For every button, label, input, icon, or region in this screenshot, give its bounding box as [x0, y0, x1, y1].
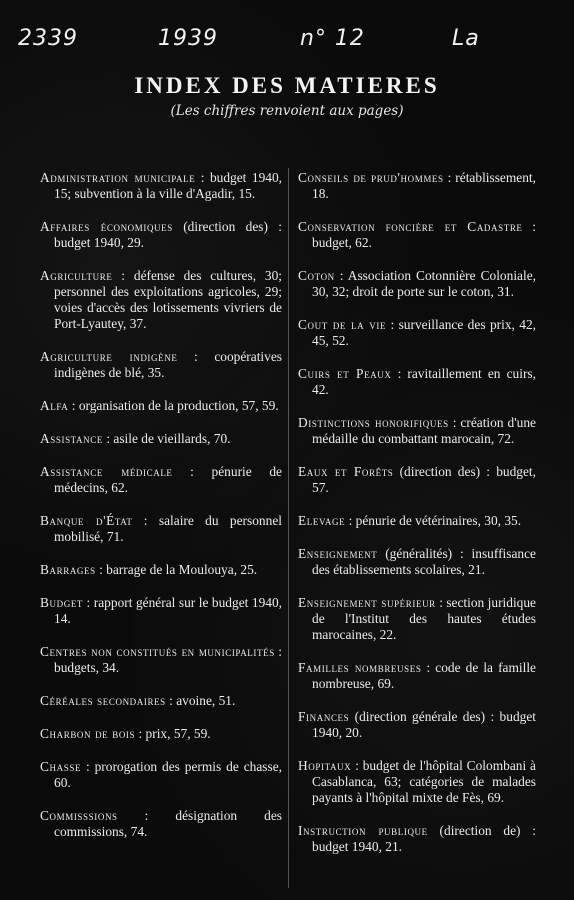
index-entry-heading: Agriculture indigène: [40, 349, 178, 364]
index-entry-heading: Instruction publique: [298, 823, 428, 838]
index-entry-body: : ravitaillement en cuirs, 42.: [312, 366, 536, 397]
index-entry-body: : Association Cotonnière Coloniale, 30, 32; droit de porte sur le coton, 31.: [312, 268, 536, 299]
index-entry: [40, 726, 282, 742]
index-entry: [298, 366, 536, 398]
index-entry-heading: Conseils de prud'hommes: [298, 170, 444, 185]
index-entry-body: : asile de vieillards, 70.: [102, 431, 231, 446]
index-entry: [40, 464, 282, 496]
index-entry: [298, 219, 536, 251]
index-entry-heading: Finances: [298, 709, 350, 724]
index-entry: [40, 759, 282, 791]
index-entry-body: : budget, 62.: [312, 219, 536, 250]
index-entry-body: : section juridique de l'Institut des hautes études marocaines, 22.: [312, 595, 536, 642]
handwritten-note-year: 1939: [158, 26, 218, 51]
index-entry-heading: Administration municipale: [40, 170, 196, 185]
index-entry: [298, 464, 536, 496]
index-entry: [40, 513, 282, 545]
index-entry: [40, 693, 282, 709]
index-entry-body: : coopératives indigènes de blé, 35.: [54, 349, 282, 380]
index-entry-heading: Assistance médicale: [40, 464, 173, 479]
index-entry-heading: Familles nombreuses: [298, 660, 422, 675]
index-entry-heading: Chasse: [40, 759, 82, 774]
index-entry: [298, 170, 536, 202]
index-entry-body: (direction des) : budget, 57.: [312, 464, 536, 495]
index-entry-body: : surveillance des prix, 42, 45, 52.: [312, 317, 537, 348]
index-entry-heading: Centres non constitués en municipalités: [40, 644, 275, 659]
index-entry-body: : organisation de la production, 57, 59.: [68, 398, 279, 413]
index-entry: [40, 349, 282, 381]
index-entry-heading: Charbon de bois: [40, 726, 136, 741]
index-entry: [298, 317, 536, 349]
index-entry-body: (direction générale des) : budget 1940, 20.: [312, 709, 536, 740]
index-entry-body: (direction des) : budget 1940, 29.: [54, 219, 282, 250]
page-title: INDEX DES MATIERES: [134, 73, 440, 98]
index-entry-heading: Coton: [298, 268, 335, 283]
index-entry-heading: Budget: [40, 595, 84, 610]
index-entry-heading: Alfa: [40, 398, 69, 413]
index-entry-body: : budget de l'hôpital Colombani à Casablanca, 63; catégories de malades payants à l'hôpital mixte de Fès, 69.: [312, 758, 536, 805]
index-entry-heading: Distinctions honorifiques: [298, 415, 449, 430]
index-entry-heading: Barrages: [40, 562, 96, 577]
index-entry-heading: Hopitaux: [298, 758, 352, 773]
index-entry-heading: Banque d'État: [40, 513, 133, 528]
index-entry-body: : rapport général sur le budget 1940, 14.: [54, 595, 282, 626]
index-entry-heading: Cout de la vie: [298, 317, 387, 332]
index-entry-body: : pénurie de médecins, 62.: [54, 464, 282, 495]
index-entry-body: : avoine, 51.: [165, 693, 236, 708]
index-entry: [298, 595, 536, 643]
index-entry-body: : budget 1940, 15; subvention à la ville d'Agadir, 15.: [54, 170, 283, 201]
index-entry-body: : code de la famille nombreuse, 69.: [312, 660, 536, 691]
handwritten-note-extra: La: [452, 26, 480, 51]
index-entry-body: : défense des cultures, 30; personnel des exploitations agricoles, 29; voies d'accès des lotissements vivriers de Port-Lyautey, 37.: [54, 268, 282, 331]
index-entry-body: : prix, 57, 59.: [135, 726, 211, 741]
index-entry: [40, 595, 282, 627]
index-entry-body: (généralités) : insuffisance des établissements scolaires, 21.: [312, 546, 536, 577]
handwritten-note-issue: n° 12: [300, 26, 365, 51]
index-entry: [40, 268, 282, 332]
index-entry-heading: Assistance: [40, 431, 103, 446]
index-entry-body: : pénurie de vétérinaires, 30, 35.: [345, 513, 522, 528]
index-entry: [298, 823, 536, 855]
index-entry-body: : création d'une médaille du combattant marocain, 72.: [312, 415, 536, 446]
index-entry-body: : salaire du personnel mobilisé, 71.: [54, 513, 282, 544]
index-entry: [298, 415, 536, 447]
page-subtitle: (Les chiffres renvoient aux pages): [170, 103, 404, 119]
index-entry: [298, 709, 536, 741]
index-entry: [40, 562, 282, 578]
index-entry: [40, 170, 282, 202]
index-entry-heading: Conservation foncière et Cadastre: [298, 219, 523, 234]
index-entry: [298, 268, 536, 300]
index-entry: [40, 644, 282, 676]
index-entry-body: : prorogation des permis de chasse, 60.: [54, 759, 282, 790]
index-entry: [40, 808, 282, 840]
index-entry: [298, 513, 536, 529]
index-entry: [40, 219, 282, 251]
index-entry: [298, 758, 536, 806]
index-entry: [40, 398, 282, 414]
index-entry-body: : rétablissement, 18.: [312, 170, 536, 201]
index-entry: [298, 660, 536, 692]
index-column-left: [40, 170, 282, 857]
index-columns: [0, 170, 574, 890]
index-entry-heading: Affaires économiques: [40, 219, 173, 234]
index-entry-body: (direction de) : budget 1940, 21.: [312, 823, 536, 854]
index-entry-heading: Commisssions: [40, 808, 118, 823]
index-entry-heading: Enseignement supérieur: [298, 595, 436, 610]
index-entry-heading: Enseignement: [298, 546, 378, 561]
handwritten-note-number: 2339: [18, 26, 78, 51]
index-entry-heading: Agriculture: [40, 268, 113, 283]
index-entry-heading: Elevage: [298, 513, 346, 528]
index-entry-body: : barrage de la Moulouya, 25.: [95, 562, 258, 577]
index-column-right: [298, 170, 536, 872]
index-entry-body: : désignation des commissions, 74.: [54, 808, 282, 839]
index-entry-heading: Céréales secondaires: [40, 693, 166, 708]
index-entry-heading: Cuirs et Peaux: [298, 366, 392, 381]
index-entry-heading: Eaux et Forêts: [298, 464, 394, 479]
index-entry: [298, 546, 536, 578]
index-entry: [40, 431, 282, 447]
index-entry-body: : budgets, 34.: [54, 644, 282, 675]
